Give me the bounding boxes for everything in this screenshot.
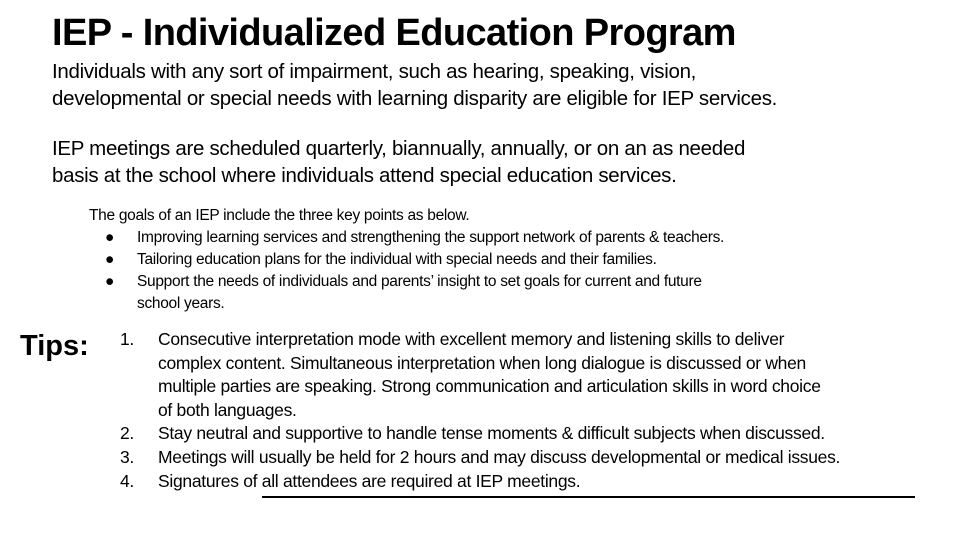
meetings-paragraph	[52, 135, 745, 189]
horizontal-divider	[262, 496, 915, 498]
list-item	[120, 422, 840, 446]
text-line: multiple parties are speaking. Strong communication and articulation skills in word choice	[158, 376, 821, 397]
item-number: 1.	[120, 329, 134, 349]
text-line: Signatures of all attendees are required at IEP meetings.	[158, 470, 581, 491]
text-line: complex content. Simultaneous interpretation when long dialogue is discussed or when	[158, 352, 806, 373]
text-line: Stay neutral and supportive to handle tense moments & difficult subjects when discussed.	[158, 423, 825, 444]
text-line: basis at the school where individuals attend special education services.	[52, 164, 677, 187]
text-line: Individuals with any sort of impairment, such as hearing, speaking, vision,	[52, 60, 697, 83]
item-number: 2.	[120, 423, 134, 444]
text-line: Tailoring education plans for the individual with special needs and their families.	[137, 251, 657, 268]
bullet-icon: ●	[105, 273, 115, 290]
slide-title: IEP - Individualized Education Program	[52, 12, 736, 54]
tips-heading: Tips:	[20, 330, 89, 362]
goals-list	[89, 227, 724, 315]
tips-list	[120, 328, 840, 493]
text-line: Support the needs of individuals and parents’ insight to set goals for current and future	[137, 273, 702, 290]
list-item	[89, 227, 724, 249]
item-number: 4.	[120, 470, 134, 491]
list-item	[120, 446, 840, 470]
list-item	[120, 470, 840, 494]
text-line: Meetings will usually be held for 2 hours and may discuss developmental or medical issues.	[158, 446, 841, 467]
list-item	[89, 249, 724, 271]
goals-section	[89, 205, 724, 315]
list-item	[89, 271, 724, 315]
list-item	[120, 328, 840, 422]
eligibility-paragraph	[52, 58, 777, 112]
goals-intro: The goals of an IEP include the three key points as below.	[89, 207, 470, 224]
item-number: 3.	[120, 446, 134, 467]
text-line: school years.	[137, 295, 225, 312]
bullet-icon: ●	[105, 229, 115, 246]
bullet-icon: ●	[105, 251, 115, 268]
text-line: of both languages.	[158, 399, 297, 420]
text-line: developmental or special needs with learning disparity are eligible for IEP services.	[52, 87, 778, 110]
text-line: Consecutive interpretation mode with excellent memory and listening skills to deliver	[158, 329, 785, 349]
text-line: Improving learning services and strengthening the support network of parents & teachers.	[137, 229, 725, 246]
text-line: IEP meetings are scheduled quarterly, biannually, annually, or on an as needed	[52, 137, 746, 160]
